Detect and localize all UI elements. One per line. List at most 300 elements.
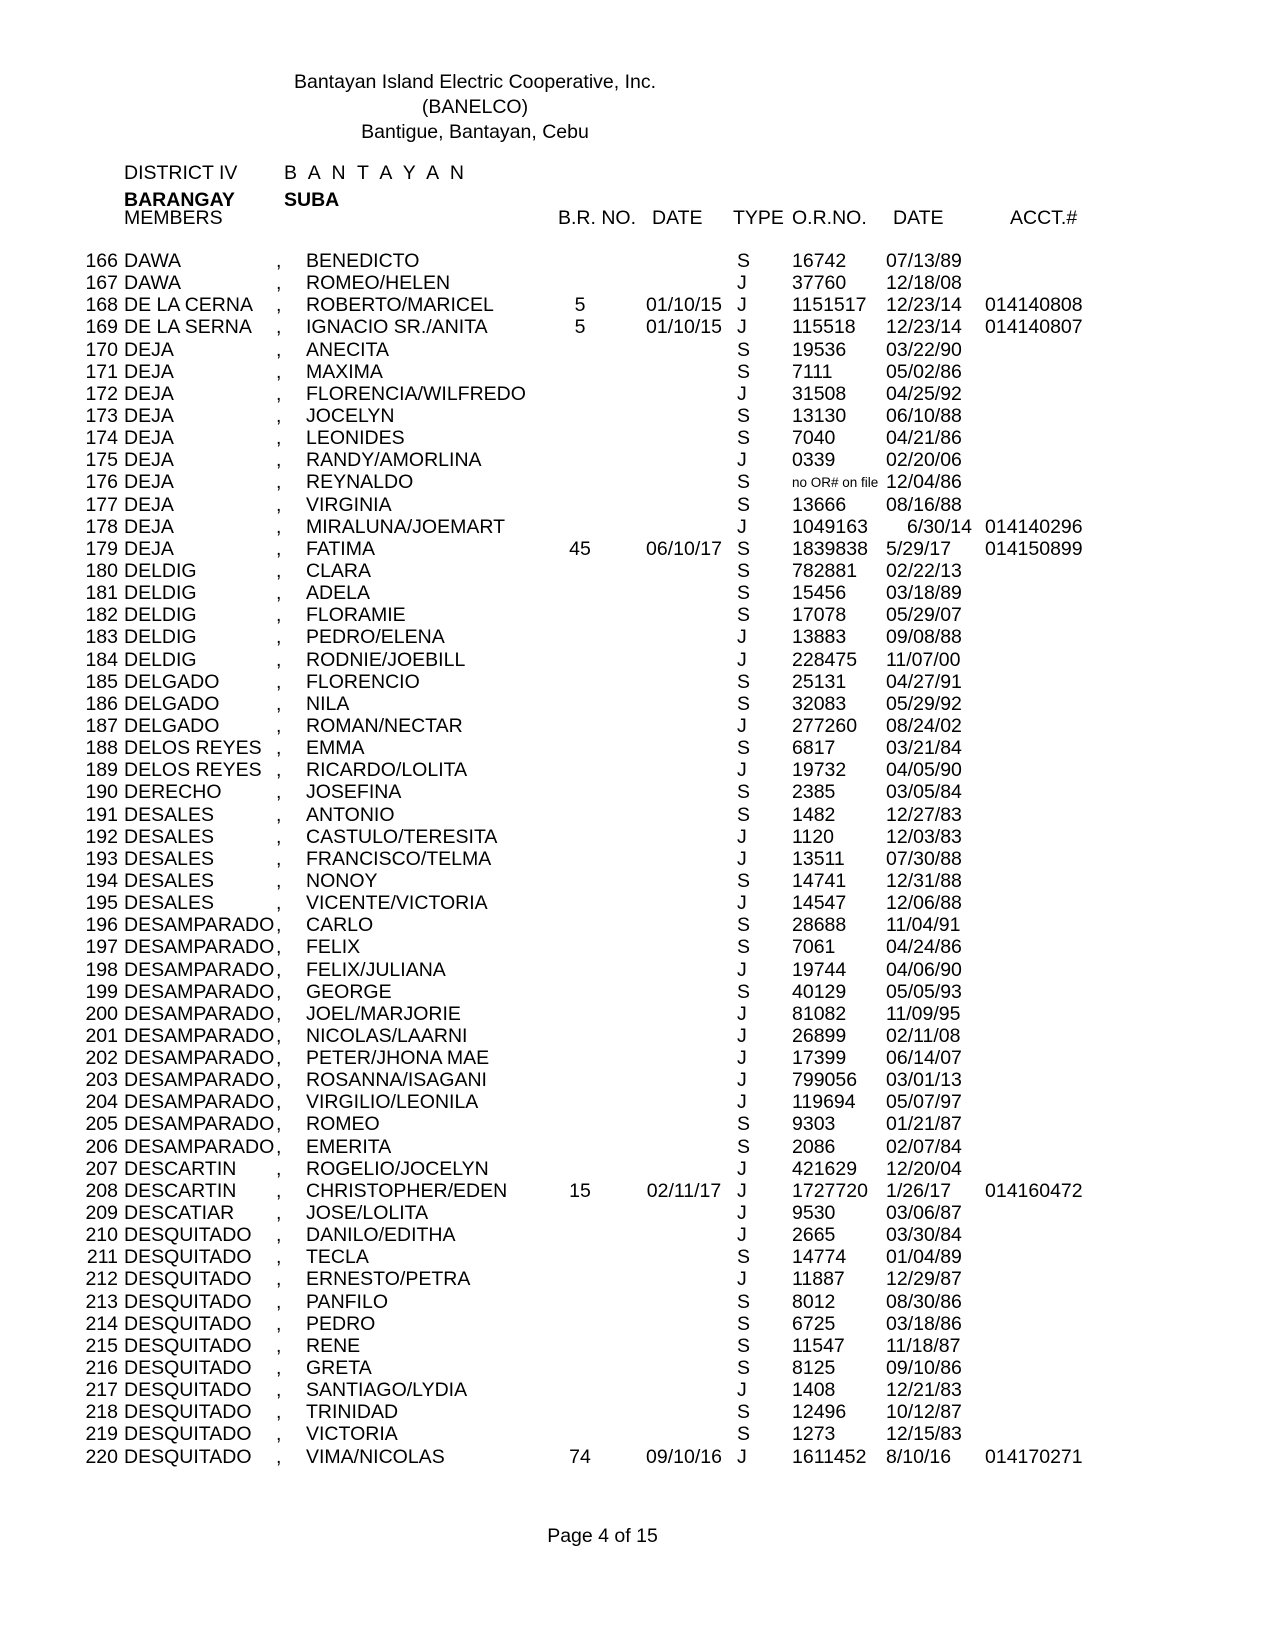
cell-last: DEJA [124, 382, 174, 405]
district-label: DISTRICT IV [124, 162, 238, 184]
cell-num: 175 [85, 449, 118, 472]
cell-comma: , [276, 936, 282, 959]
cell-comma: , [276, 1113, 282, 1136]
cell-num: 173 [85, 404, 118, 427]
cell-num: 169 [85, 316, 118, 339]
table-row [0, 516, 1275, 538]
cell-last: DELOS REYES [124, 759, 262, 782]
table-row [0, 1158, 1275, 1180]
district-row [124, 160, 467, 187]
cell-orno: 19744 [792, 958, 847, 981]
cell-comma: , [276, 892, 282, 915]
cell-first: JOEL/MARJORIE [306, 1002, 461, 1025]
cell-orno: 1482 [792, 803, 836, 826]
cell-first: FELIX [306, 936, 361, 959]
cell-comma: , [276, 626, 282, 649]
cell-comma: , [276, 847, 282, 870]
cell-comma: , [276, 1445, 282, 1468]
table-column-headers [0, 207, 1275, 233]
cell-num: 193 [85, 847, 118, 870]
cell-first: MAXIMA [306, 360, 383, 383]
cell-first: SANTIAGO/LYDIA [306, 1379, 468, 1402]
cell-comma: , [276, 1157, 282, 1180]
cell-num: 168 [85, 294, 118, 317]
cell-orno: 115518 [792, 316, 856, 339]
cell-first: CARLO [306, 914, 374, 937]
cell-comma: , [276, 272, 282, 295]
cell-last: DEJA [124, 449, 174, 472]
cell-date2: 03/21/84 [886, 737, 962, 760]
column-header-br-date: DATE [652, 207, 703, 229]
cell-num: 167 [85, 272, 118, 295]
cell-type: J [737, 958, 747, 981]
cell-first: IGNACIO SR./ANITA [306, 316, 488, 339]
cell-date2: 11/18/87 [886, 1334, 961, 1357]
cell-type: S [737, 360, 751, 383]
cell-date2: 5/29/17 [886, 537, 952, 560]
cell-num: 188 [85, 737, 118, 760]
cell-date2: 01/04/89 [886, 1246, 962, 1269]
cell-type: J [737, 1091, 747, 1114]
cell-num: 207 [85, 1157, 118, 1180]
cell-comma: , [276, 759, 282, 782]
cell-num: 182 [85, 604, 118, 627]
cell-date1: 01/10/15 [646, 316, 722, 339]
cell-first: LEONIDES [306, 427, 405, 450]
table-row [0, 294, 1275, 316]
cell-comma: , [276, 1246, 282, 1269]
cell-comma: , [276, 781, 282, 804]
cell-first: BENEDICTO [306, 250, 420, 272]
table-row [0, 1003, 1275, 1025]
cell-orno: 799056 [792, 1069, 858, 1092]
cell-last: DESCARTIN [124, 1157, 237, 1180]
cell-date2: 03/22/90 [886, 338, 962, 361]
table-row [0, 582, 1275, 604]
table-row [0, 1246, 1275, 1268]
cell-last: DELDIG [124, 604, 197, 627]
cell-last: DESQUITADO [124, 1290, 252, 1313]
cell-type: J [737, 294, 747, 317]
cell-type: J [737, 1179, 747, 1202]
cell-date2: 08/24/02 [886, 714, 962, 737]
cell-first: NILA [306, 692, 350, 715]
cell-num: 170 [85, 338, 118, 361]
cell-first: PEDRO [306, 1312, 376, 1335]
cell-date2: 11/09/95 [886, 1002, 961, 1025]
cell-acct: 014150899 [985, 537, 1083, 560]
table-row [0, 339, 1275, 361]
cell-comma: , [276, 537, 282, 560]
cell-type: J [737, 626, 747, 649]
cell-last: DESQUITADO [124, 1379, 252, 1402]
cell-date2: 05/07/97 [886, 1091, 962, 1114]
table-row [0, 1423, 1275, 1445]
cell-type: J [737, 825, 747, 848]
cell-first: TRINIDAD [306, 1401, 399, 1424]
cell-last: DESAMPARADO [124, 1091, 275, 1114]
company-address: Bantigue, Bantayan, Cebu [361, 121, 589, 143]
cell-last: DESQUITADO [124, 1224, 252, 1247]
cell-orno: 782881 [792, 559, 858, 582]
cell-comma: , [276, 316, 282, 339]
cell-type: J [737, 382, 747, 405]
cell-comma: , [276, 582, 282, 605]
cell-num: 216 [85, 1357, 118, 1380]
cell-type: S [737, 537, 751, 560]
cell-orno: 26899 [792, 1024, 847, 1047]
cell-date2: 03/05/84 [886, 781, 962, 804]
cell-num: 200 [85, 1002, 118, 1025]
cell-orno: 7061 [792, 936, 836, 959]
cell-first: GRETA [306, 1357, 372, 1380]
cell-comma: , [276, 1268, 282, 1291]
cell-comma: , [276, 958, 282, 981]
cell-date2: 02/07/84 [886, 1135, 962, 1158]
cell-comma: , [276, 737, 282, 760]
barangay-value: SUBA [284, 188, 340, 211]
cell-num: 177 [85, 493, 118, 516]
cell-acct: 014140296 [985, 515, 1083, 538]
cell-comma: , [276, 803, 282, 826]
cell-comma: , [276, 1135, 282, 1158]
cell-last: DELGADO [124, 714, 220, 737]
cell-type: S [737, 250, 751, 272]
cell-orno: 119694 [792, 1091, 856, 1114]
cell-last: DESALES [124, 892, 214, 915]
cell-first: CASTULO/TERESITA [306, 825, 498, 848]
column-header-or-no: O.R.NO. [792, 207, 867, 229]
cell-date2: 02/20/06 [886, 449, 962, 472]
cell-date2: 05/02/86 [886, 360, 962, 383]
cell-first: VICENTE/VICTORIA [306, 892, 488, 915]
cell-num: 208 [85, 1179, 118, 1202]
cell-num: 215 [85, 1334, 118, 1357]
cell-last: DESALES [124, 803, 214, 826]
cell-num: 180 [85, 559, 118, 582]
table-row [0, 1069, 1275, 1091]
table-row [0, 1136, 1275, 1158]
cell-first: PETER/JHONA MAE [306, 1047, 490, 1070]
cell-orno: 28688 [792, 914, 847, 937]
cell-date2: 05/05/93 [886, 980, 962, 1003]
table-row [0, 405, 1275, 427]
cell-type: S [737, 936, 751, 959]
cell-date2: 12/31/88 [886, 869, 962, 892]
page-footer: Page 4 of 15 [547, 1525, 658, 1547]
cell-type: S [737, 670, 751, 693]
cell-type: J [737, 1024, 747, 1047]
cell-type: S [737, 604, 751, 627]
cell-orno: 14774 [792, 1246, 847, 1269]
cell-date2: 12/23/14 [886, 316, 962, 339]
cell-first: ANTONIO [306, 803, 395, 826]
cell-orno: 7111 [792, 360, 833, 383]
cell-first: REYNALDO [306, 471, 414, 494]
cell-num: 195 [85, 892, 118, 915]
cell-first: JOSEFINA [306, 781, 402, 804]
cell-comma: , [276, 604, 282, 627]
table-row [0, 826, 1275, 848]
cell-comma: , [276, 250, 282, 272]
table-row [0, 494, 1275, 516]
cell-acct: 014170271 [985, 1445, 1083, 1468]
cell-last: DESAMPARADO [124, 1069, 275, 1092]
cell-date2: 12/29/87 [886, 1268, 962, 1291]
cell-comma: , [276, 471, 282, 494]
cell-date2: 09/10/86 [886, 1357, 962, 1380]
cell-first: VIRGINIA [306, 493, 392, 516]
cell-type: S [737, 781, 751, 804]
table-row [0, 604, 1275, 626]
cell-date2: 04/27/91 [886, 670, 962, 693]
cell-type: J [737, 449, 747, 472]
cell-last: DELDIG [124, 648, 197, 671]
table-row [0, 1202, 1275, 1224]
cell-comma: , [276, 825, 282, 848]
cell-orno: 11547 [792, 1334, 845, 1357]
cell-num: 181 [85, 582, 118, 605]
cell-type: S [737, 1312, 751, 1335]
cell-orno: 1408 [792, 1379, 836, 1402]
cell-date2: 04/21/86 [886, 427, 962, 450]
company-name: Bantayan Island Electric Cooperative, Inc. [293, 71, 657, 93]
cell-date2: 04/25/92 [886, 382, 962, 405]
table-row [0, 1291, 1275, 1313]
cell-type: J [737, 316, 747, 339]
cell-num: 203 [85, 1069, 118, 1092]
cell-last: DEJA [124, 537, 174, 560]
cell-date2: 02/11/08 [886, 1024, 961, 1047]
cell-num: 209 [85, 1202, 118, 1225]
cell-orno: 11887 [792, 1268, 845, 1291]
cell-num: 185 [85, 670, 118, 693]
table-row [0, 737, 1275, 759]
table-row [0, 1313, 1275, 1335]
cell-date2: 08/16/88 [886, 493, 962, 516]
cell-orno: 1273 [792, 1423, 836, 1446]
cell-comma: , [276, 1401, 282, 1424]
cell-orno: 277260 [792, 714, 858, 737]
cell-date2: 12/04/86 [886, 471, 962, 494]
table-row [0, 1180, 1275, 1202]
cell-orno: 1120 [792, 825, 834, 848]
cell-first: CHRISTOPHER/EDEN [306, 1179, 508, 1202]
cell-date2: 12/15/83 [886, 1423, 962, 1446]
cell-num: 220 [85, 1445, 118, 1468]
cell-type: S [737, 980, 751, 1003]
cell-num: 189 [85, 759, 118, 782]
table-row [0, 914, 1275, 936]
cell-first: PANFILO [306, 1290, 388, 1313]
cell-type: J [737, 1202, 747, 1225]
cell-num: 190 [85, 781, 118, 804]
cell-last: DEJA [124, 471, 174, 494]
cell-num: 184 [85, 648, 118, 671]
cell-first: ROSANNA/ISAGANI [306, 1069, 487, 1092]
cell-type: J [737, 1069, 747, 1092]
cell-num: 171 [85, 360, 118, 383]
cell-first: CLARA [306, 559, 372, 582]
cell-first: FRANCISCO/TELMA [306, 847, 492, 870]
cell-first: ROBERTO/MARICEL [306, 294, 494, 317]
cell-date2: 03/30/84 [886, 1224, 962, 1247]
cell-last: DESCARTIN [124, 1179, 237, 1202]
table-row [0, 250, 1275, 272]
cell-date2: 1/26/17 [886, 1179, 952, 1202]
column-header-acct: ACCT.# [1010, 207, 1078, 229]
cell-date2: 03/18/86 [886, 1312, 962, 1335]
cell-type: S [737, 1135, 751, 1158]
cell-num: 211 [86, 1246, 118, 1269]
table-row [0, 804, 1275, 826]
cell-first: EMERITA [306, 1135, 392, 1158]
cell-date2: 04/24/86 [886, 936, 962, 959]
cell-num: 166 [85, 250, 118, 272]
table-row [0, 671, 1275, 693]
cell-orno: 13883 [792, 626, 847, 649]
cell-last: DESQUITADO [124, 1401, 252, 1424]
cell-orno: 81082 [792, 1002, 847, 1025]
cell-brno: 74 [569, 1445, 591, 1468]
cell-comma: , [276, 493, 282, 516]
table-row [0, 449, 1275, 471]
cell-first: ROMAN/NECTAR [306, 714, 463, 737]
cell-comma: , [276, 692, 282, 715]
cell-first: EMMA [306, 737, 365, 760]
table-row [0, 981, 1275, 1003]
cell-comma: , [276, 1312, 282, 1335]
cell-last: DE LA CERNA [124, 294, 253, 317]
cell-comma: , [276, 1047, 282, 1070]
cell-orno: 14547 [792, 892, 847, 915]
cell-brno: 5 [574, 294, 586, 317]
cell-comma: , [276, 670, 282, 693]
cell-first: ROGELIO/JOCELYN [306, 1157, 489, 1180]
cell-last: DESQUITADO [124, 1423, 252, 1446]
cell-type: J [737, 1268, 747, 1291]
cell-orno: 32083 [792, 692, 847, 715]
cell-first: ERNESTO/PETRA [306, 1268, 471, 1291]
cell-last: DESALES [124, 869, 214, 892]
table-row [0, 1446, 1275, 1468]
cell-type: J [737, 892, 747, 915]
cell-type: J [737, 1047, 747, 1070]
table-row [0, 649, 1275, 671]
cell-last: DEJA [124, 493, 174, 516]
cell-orno: 6817 [792, 737, 836, 760]
cell-date2: 01/21/87 [886, 1113, 962, 1136]
cell-last: DEJA [124, 338, 174, 361]
cell-num: 204 [85, 1091, 118, 1114]
cell-date2: 07/13/89 [886, 250, 962, 272]
members-table-body [0, 250, 1275, 1468]
table-row [0, 1224, 1275, 1246]
cell-orno: 17078 [792, 604, 847, 627]
cell-num: 178 [85, 515, 118, 538]
cell-date1: 01/10/15 [646, 294, 722, 317]
cell-last: DESQUITADO [124, 1246, 252, 1269]
cell-orno: 19536 [792, 338, 847, 361]
cell-orno: 8125 [792, 1357, 836, 1380]
cell-comma: , [276, 1357, 282, 1380]
cell-date2: 6/30/14 [906, 515, 972, 538]
cell-comma: , [276, 1379, 282, 1402]
cell-last: DEJA [124, 515, 174, 538]
cell-last: DELDIG [124, 626, 197, 649]
table-row [0, 1268, 1275, 1290]
cell-orno: 7040 [792, 427, 836, 450]
cell-last: DESAMPARADO [124, 1024, 275, 1047]
cell-num: 172 [85, 382, 118, 405]
cell-num: 219 [85, 1423, 118, 1446]
cell-first: DANILO/EDITHA [306, 1224, 456, 1247]
cell-last: DESAMPARADO [124, 914, 275, 937]
cell-last: DE LA SERNA [124, 316, 252, 339]
cell-comma: , [276, 1069, 282, 1092]
cell-num: 198 [85, 958, 118, 981]
cell-date2: 07/30/88 [886, 847, 962, 870]
cell-orno: 2665 [792, 1224, 836, 1247]
cell-num: 199 [85, 980, 118, 1003]
cell-type: S [737, 914, 751, 937]
cell-type: S [737, 692, 751, 715]
cell-last: DESQUITADO [124, 1334, 252, 1357]
cell-comma: , [276, 559, 282, 582]
cell-date2: 05/29/92 [886, 692, 962, 715]
cell-first: RANDY/AMORLINA [306, 449, 482, 472]
cell-comma: , [276, 294, 282, 317]
cell-first: FATIMA [306, 537, 375, 560]
cell-type: S [737, 338, 751, 361]
cell-comma: , [276, 1179, 282, 1202]
cell-orno: 1611452 [792, 1445, 867, 1468]
table-row [0, 316, 1275, 338]
cell-last: DELGADO [124, 692, 220, 715]
cell-date2: 8/10/16 [886, 1445, 952, 1468]
cell-date2: 06/14/07 [886, 1047, 962, 1070]
cell-acct: 014160472 [985, 1179, 1083, 1202]
cell-last: DESQUITADO [124, 1445, 252, 1468]
cell-first: VICTORIA [306, 1423, 398, 1446]
report-meta [124, 160, 467, 213]
cell-last: DESQUITADO [124, 1357, 252, 1380]
cell-comma: , [276, 404, 282, 427]
cell-first: NICOLAS/LAARNI [306, 1024, 468, 1047]
column-header-members: MEMBERS [124, 207, 223, 229]
cell-type: J [737, 847, 747, 870]
table-row [0, 1047, 1275, 1069]
cell-date2: 12/23/14 [886, 294, 962, 317]
cell-orno: 421629 [792, 1157, 858, 1180]
cell-type: S [737, 493, 751, 516]
cell-type: S [737, 1401, 751, 1424]
cell-date2: 04/06/90 [886, 958, 962, 981]
cell-orno: 1049163 [792, 515, 868, 538]
table-row [0, 848, 1275, 870]
cell-comma: , [276, 515, 282, 538]
cell-num: 218 [85, 1401, 118, 1424]
cell-num: 183 [85, 626, 118, 649]
cell-type: J [737, 714, 747, 737]
cell-first: RICARDO/LOLITA [306, 759, 468, 782]
column-header-or-date: DATE [893, 207, 944, 229]
cell-last: DESAMPARADO [124, 1047, 275, 1070]
cell-comma: , [276, 427, 282, 450]
cell-num: 202 [85, 1047, 118, 1070]
cell-type: S [737, 1290, 751, 1313]
table-row [0, 1335, 1275, 1357]
